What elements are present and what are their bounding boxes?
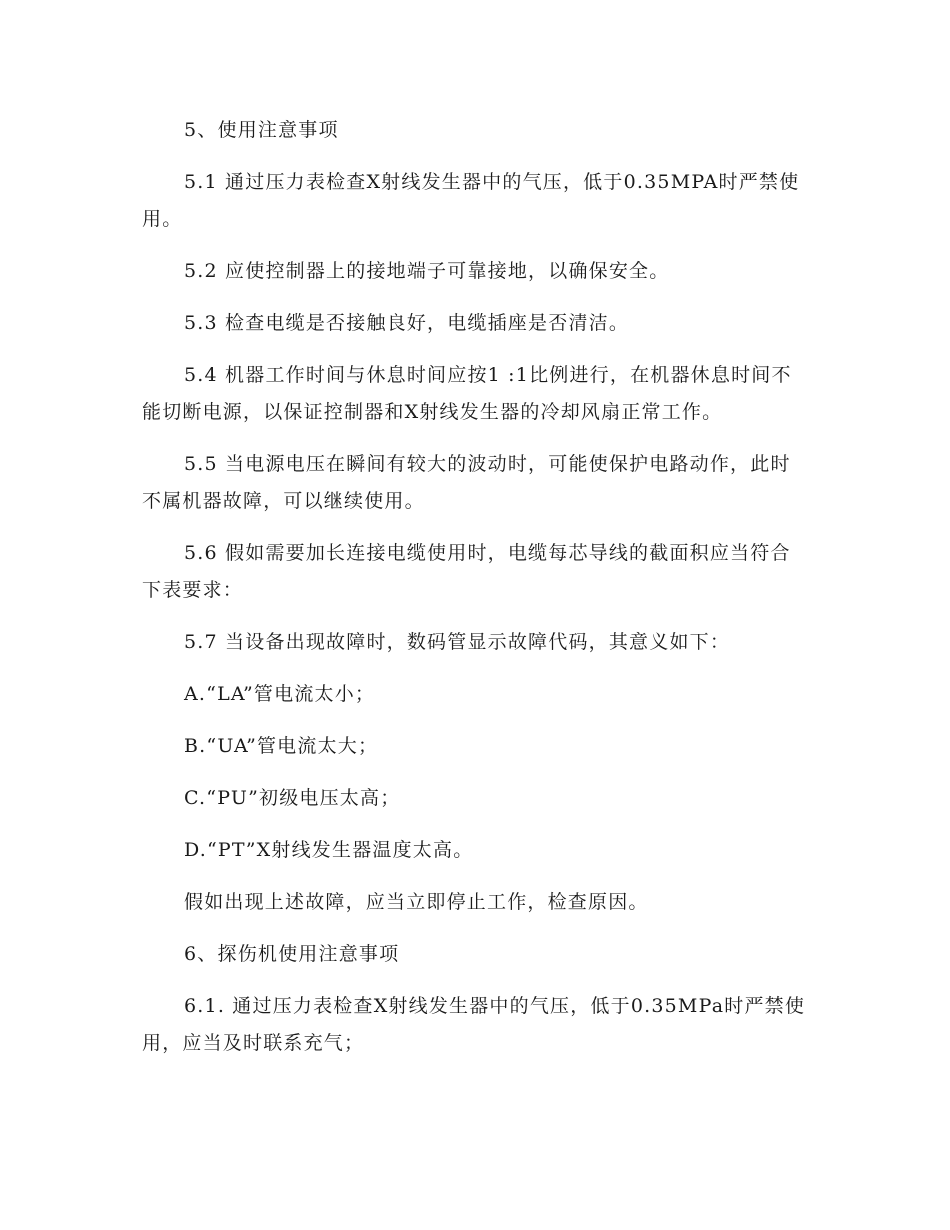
- paragraph-5-5: 5.5 当电源电压在瞬间有较大的波动时，可能使保护电路动作，此时不属机器故障，可以继续使用。: [142, 453, 791, 512]
- paragraph-6-1: 6.1. 通过压力表检查X射线发生器中的气压，低于0.35MPa时严禁使用，应当及时联系充气；: [142, 995, 806, 1054]
- paragraph-5-7: 5.7 当设备出现故障时，数码管显示故障代码，其意义如下：: [184, 631, 731, 653]
- fault-code-ua: B.“UA”管电流太大；: [184, 735, 379, 757]
- paragraph-5-3: 5.3 检查电缆是否接触良好，电缆插座是否清洁。: [184, 312, 630, 334]
- paragraph-5-4: 5.4 机器工作时间与休息时间应按1 :1比例进行，在机器休息时间不能切断电源，以保证控制器和X射线发生器的冷却风扇正常工作。: [142, 364, 792, 423]
- document-body: [142, 112, 810, 1077]
- paragraph-5-2: 5.2 应使控制器上的接地端子可靠接地，以确保安全。: [184, 260, 670, 282]
- fault-code-pt: D.“PT”X射线发生器温度太高。: [184, 839, 474, 861]
- paragraph-5-6: 5.6 假如需要加长连接电缆使用时，电缆每芯导线的截面积应当符合下表要求：: [142, 542, 791, 601]
- fault-code-la: A.“LA”管电流太小；: [184, 683, 376, 705]
- fault-action-note: 假如出现上述故障，应当立即停止工作，检查原因。: [184, 891, 649, 913]
- paragraph-5-1: 5.1 通过压力表检查X射线发生器中的气压，低于0.35MPA时严禁使用。: [142, 171, 800, 230]
- section-heading-6: 6、探伤机使用注意事项: [184, 943, 400, 965]
- section-heading-5: 5、使用注意事项: [184, 119, 339, 141]
- fault-code-pu: C.“PU”初级电压太高；: [184, 787, 401, 809]
